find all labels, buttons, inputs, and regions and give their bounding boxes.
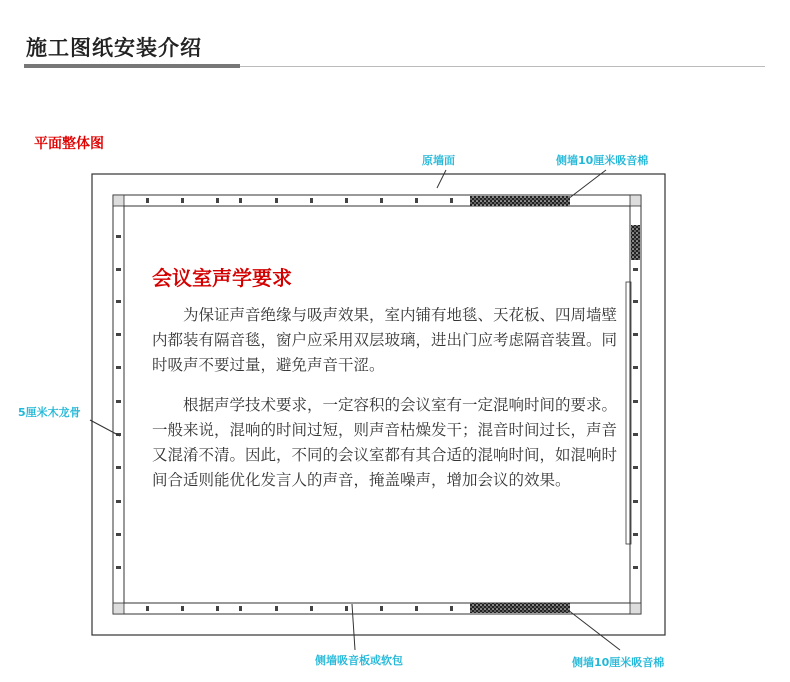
plan-title: 平面整体图	[34, 136, 104, 152]
notice-paragraph-1: 为保证声音绝缘与吸声效果，室内铺有地毯、天花板、四周墙壁内都装有隔音毯，窗户应采用双层玻璃，进出门应考虑隔音装置。同时吸声不要过量，避免声音干涩。	[152, 306, 618, 374]
acoustic-cotton-top	[470, 196, 570, 206]
leader-keel	[90, 420, 120, 436]
keel-studs-top	[146, 198, 453, 203]
corner-post	[630, 603, 641, 614]
corner-post	[113, 603, 124, 614]
leader-original-wall	[437, 170, 446, 188]
notice-title: 会议室声学要求	[152, 266, 292, 290]
label-keel: 5厘米木龙骨	[18, 406, 81, 419]
label-side-wall-cotton-bottom: 侧墙10厘米吸音棉	[572, 656, 665, 669]
label-side-wall-cotton-top: 侧墙10厘米吸音棉	[556, 154, 649, 167]
acoustic-cotton-right	[631, 225, 640, 260]
leader-cotton-bottom	[568, 610, 620, 650]
leader-side-board	[352, 604, 355, 650]
notice-paragraph-2: 根据声学技术要求，一定容积的会议室有一定混响时间的要求。一般来说，混响的时间过短，则声音枯燥发干；混音时间过长，声音又混淆不清。因此，不同的会议室都有其合适的混响时间，如混响时间合适则能优化发言人的声音，掩盖噪声，增加会议的效果。	[152, 396, 618, 489]
label-side-wall-board: 侧墙吸音板或软包	[315, 654, 403, 667]
acoustic-cotton-bottom	[470, 603, 570, 613]
page-title: 施工图纸安装介绍	[26, 36, 202, 60]
keel-studs-bottom	[146, 606, 453, 611]
corner-post	[113, 195, 124, 206]
keel-studs-left	[116, 235, 121, 569]
keel-studs-right	[633, 268, 638, 569]
corner-post	[630, 195, 641, 206]
label-original-wall: 原墙面	[422, 154, 455, 167]
